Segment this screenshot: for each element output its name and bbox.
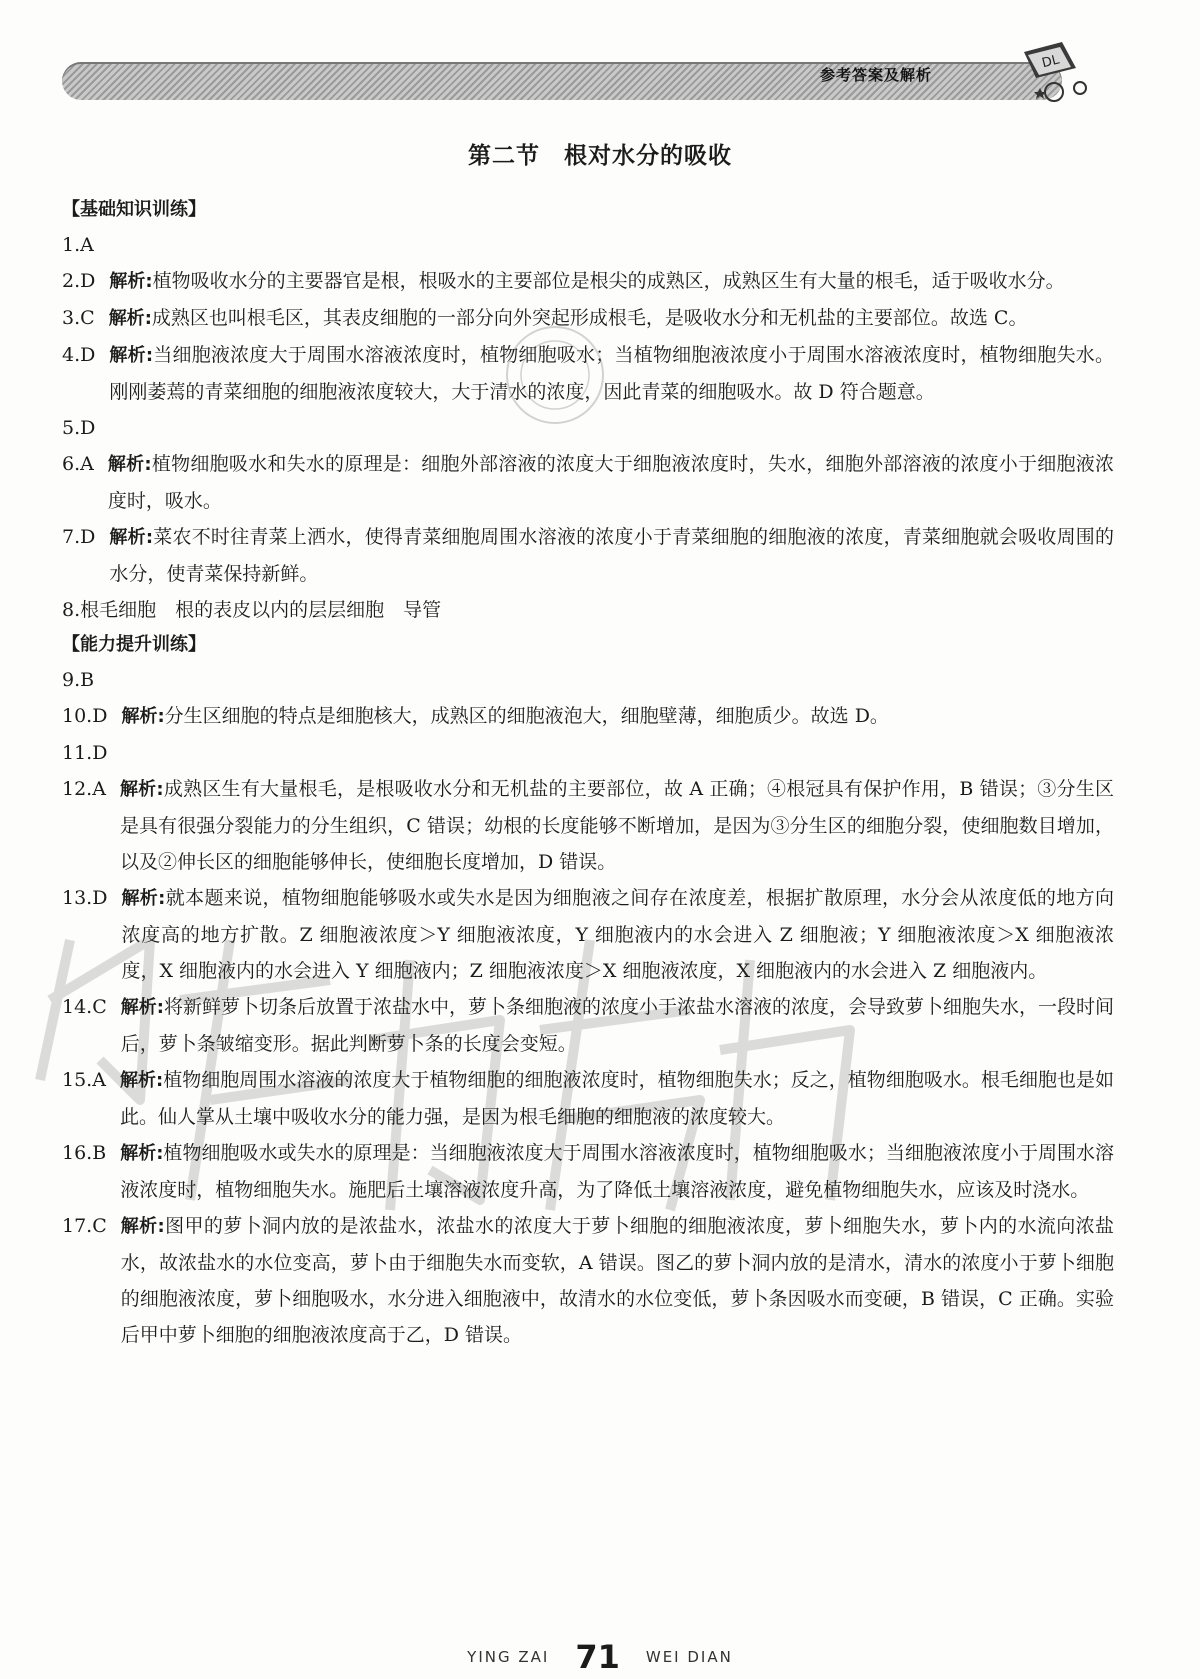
item-number: 7. [62,526,81,548]
item-number: 16. [62,1142,93,1164]
item-answer: C [80,307,95,329]
section-heading: 【基础知识训练】 [62,199,206,220]
answer-item [62,263,1114,300]
item-number: 12. [62,778,93,800]
answer-item [62,519,1114,592]
analysis-text: 植物细胞吸水或失水的原理是：当细胞液浓度大于周围水溶液浓度时，植物细胞吸水；当细胞液浓度小于周围水溶液浓度时，植物细胞失水。施肥后土壤溶液浓度升高，为了降低土壤溶液浓度，避免植物细胞失水，应该及时浇水。 [120,1142,1114,1201]
item-body [108,662,1114,698]
analysis-label: 解析 [121,888,159,909]
item-answer: A [80,234,94,256]
item-body [109,519,1114,592]
analysis-label: 解析 [109,345,146,366]
item-answer: A [92,1069,106,1091]
stamp-icon [500,320,610,430]
item-number: 15. [62,1069,93,1091]
item-number: 14. [62,996,93,1018]
footer-left: YING ZAI [467,1648,550,1666]
footer-right: WEI DIAN [645,1648,733,1666]
analysis-colon: : [145,527,154,548]
analysis-colon: : [157,706,165,727]
item-answer: D [80,417,96,439]
item-body [80,592,1114,628]
item-number: 11. [62,742,93,764]
answer-item [62,1062,1114,1135]
answer-item [62,446,1114,519]
analysis-text: 植物吸收水分的主要器官是根，根吸水的主要部位是根尖的成熟区，成熟区生有大量的根毛，适于吸收水分。 [152,270,1065,292]
item-body [109,410,1114,446]
item-answer: A [92,778,106,800]
item-answer: A [80,453,94,475]
page-number: 71 [575,1638,620,1676]
analysis-colon: : [156,779,164,800]
analysis-label: 解析 [119,1070,156,1091]
item-answer: C [92,996,107,1018]
item-body [109,263,1114,300]
header-logo-icon [1010,38,1100,108]
analysis-colon: : [145,345,154,366]
item-body [120,1135,1114,1208]
item-answer: B [92,1142,107,1164]
item-answer: D [80,526,96,548]
analysis-text: 分生区细胞的特点是细胞核大，成熟区的细胞液泡大，细胞壁薄，细胞质少。故选 D。 [164,705,889,727]
item-number: 6. [62,453,81,475]
item-number: 8. [62,599,81,621]
analysis-label: 解析 [107,454,145,475]
item-body [109,300,1114,337]
item-number: 3. [62,307,81,329]
analysis-label: 解析 [108,308,145,329]
analysis-text: 植物细胞吸水和失水的原理是：细胞外部溶液的浓度大于细胞液浓度时，失水，细胞外部溶液的浓度小于细胞液浓度时，吸水。 [107,453,1114,512]
analysis-label: 解析 [109,271,146,292]
section-heading: 【能力提升训练】 [62,634,206,655]
answer-item [62,771,1114,880]
item-number: 2. [62,270,81,292]
item-body [121,989,1114,1062]
analysis-label: 解析 [109,527,146,548]
item-number: 1. [62,234,81,256]
analysis-text: 就本题来说，植物细胞能够吸水或失水是因为细胞液之间存在浓度差，根据扩散原理，水分会从浓度低的地方向浓度高的地方扩散。Z 细胞液浓度＞Y 细胞液浓度，Y 细胞液内的水会进入 Z 细胞液；Y 细胞液浓度＞X 细胞液浓度，X 细胞液内的水会进入 Y 细胞液内；Z 细胞液浓度＞X 细胞液浓度，X 细胞液内的水会进入 Z 细胞液内。 [121,887,1114,982]
item-body [121,880,1114,989]
answer-item [62,662,1114,698]
item-answer: C [92,1215,107,1237]
item-answer: D [92,705,108,727]
item-number: 5. [62,417,81,439]
item-body [108,446,1114,519]
answer-item [62,989,1114,1062]
item-body [121,1208,1114,1353]
analysis-text: 成熟区生有大量根毛，是根吸收水分和无机盐的主要部位，故 A 正确；④根冠具有保护作用，B 错误；③分生区是具有很强分裂能力的分生组织，C 错误；幼根的长度能够不断增加，是因为③分生区的细胞分裂，使细胞数目增加，以及②伸长区的细胞能够伸长，使细胞长度增加，D 错误。 [119,778,1114,873]
item-body [120,1062,1114,1135]
answer-item [62,880,1114,989]
item-body [120,771,1114,880]
answer-item [62,592,1114,628]
analysis-colon: : [156,997,164,1018]
item-answer: B [80,669,95,691]
analysis-text: 根毛细胞 根的表皮以内的层层细胞 导管 [80,599,442,621]
analysis-colon: : [144,308,152,329]
analysis-text: 图甲的萝卜洞内放的是浓盐水，浓盐水的浓度大于萝卜细胞的细胞液浓度，萝卜细胞失水，萝卜内的水流向浓盐水，故浓盐水的水位变高，萝卜由于细胞失水而变软，A 错误。图乙的萝卜洞内放的是清水，清水的浓度小于萝卜细胞的细胞液浓度，萝卜细胞吸水，水分进入细胞液中，故清水的水位变低，萝卜条因吸水而变硬，B 错误，C 正确。实验后甲中萝卜细胞的细胞液浓度高于乙，D 错误。 [120,1215,1114,1346]
analysis-text: 成熟区也叫根毛区，其表皮细胞的一部分向外突起形成根毛，是吸收水分和无机盐的主要部位。故选 C。 [151,307,1028,329]
answer-item [62,1135,1114,1208]
analysis-text: 将新鲜萝卜切条后放置于浓盐水中，萝卜条细胞液的浓度小于浓盐水溶液的浓度，会导致萝卜细胞失水，一段时间后，萝卜条皱缩变形。据此判断萝卜条的长度会变短。 [120,996,1115,1055]
analysis-colon: : [145,271,153,292]
item-body [109,337,1114,410]
analysis-label: 解析 [120,1216,158,1237]
analysis-text: 当细胞液浓度大于周围水溶液浓度时，植物细胞吸水；当植物细胞液浓度小于周围水溶液浓度时，植物细胞失水。刚刚萎蔫的青菜细胞的细胞液浓度较大，大于清水的浓度，因此青菜的细胞吸水。故 D 符合题意。 [109,344,1115,403]
answer-item [62,1208,1114,1353]
item-number: 10. [62,705,93,727]
item-answer: D [80,270,96,292]
analysis-colon: : [144,454,152,475]
analysis-text: 菜农不时往青菜上洒水，使得青菜细胞周围水溶液的浓度小于青菜细胞的细胞液的浓度，青菜细胞就会吸收周围的水分，使青菜保持新鲜。 [109,526,1115,585]
item-answer: D [80,344,96,366]
item-number: 4. [62,344,81,366]
answer-item [62,698,1114,735]
analysis-label: 解析 [120,1143,157,1164]
answer-item [62,227,1114,263]
analysis-label: 解析 [121,706,158,727]
item-body [121,698,1114,735]
analysis-colon: : [156,1143,164,1164]
page-title: 第二节 根对水分的吸收 [468,143,732,169]
header-label: 参考答案及解析 [820,66,933,84]
svg-text:DL: DL [1040,52,1061,72]
item-answer: D [92,742,108,764]
answer-item [62,735,1114,771]
item-body [108,227,1114,263]
item-number: 9. [62,669,81,691]
analysis-colon: : [156,1070,164,1091]
item-number: 13. [62,887,93,909]
analysis-text: 植物细胞周围水溶液的浓度大于植物细胞的细胞液浓度时，植物细胞失水；反之，植物细胞吸水。根毛细胞也是如此。仙人掌从土壤中吸收水分的能力强，是因为根毛细胞的细胞液的浓度较大。 [119,1069,1115,1128]
item-answer: D [92,887,108,909]
item-body [121,735,1114,771]
page-footer [0,1638,1200,1676]
analysis-label: 解析 [119,779,157,800]
item-number: 17. [62,1215,93,1237]
analysis-label: 解析 [120,997,157,1018]
analysis-colon: : [158,888,166,909]
analysis-colon: : [157,1216,165,1237]
